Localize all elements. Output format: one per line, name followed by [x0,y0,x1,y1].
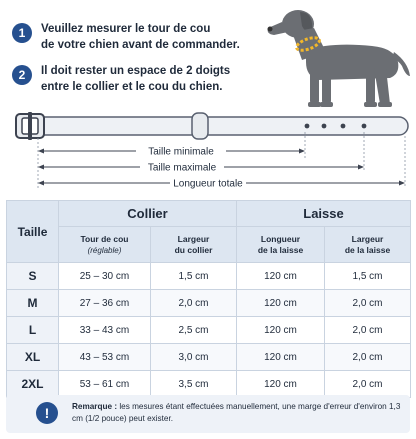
largeur-laisse-cell: 2,0 cm [325,317,411,344]
step-number-1: 1 [12,23,32,43]
tour-cell: 53 – 61 cm [59,371,151,398]
table-row [7,371,411,398]
size-cell: XL [7,344,59,371]
note-box [6,395,410,433]
largeur-collier-cell: 1,5 cm [151,263,237,290]
laisse-header: Laisse [237,201,411,227]
taille-header: Taille [7,201,59,263]
tour-cell: 33 – 43 cm [59,317,151,344]
instruction-1-line-1: Veuillez mesurer le tour de cou [41,23,211,35]
tour-de-cou-header [59,227,151,263]
longueur-laisse-cell: 120 cm [237,263,325,290]
size-cell: M [7,290,59,317]
step-number-2: 2 [12,65,32,85]
size-cell: 2XL [7,371,59,398]
longueur-laisse-cell: 120 cm [237,317,325,344]
tour-cell: 43 – 53 cm [59,344,151,371]
dog-illustration [262,2,414,110]
table-row [7,344,411,371]
longueur-laisse-cell: 120 cm [237,290,325,317]
table-row [7,317,411,344]
tour-de-cou-note: (réglable) [87,245,122,255]
largeur-collier-cell: 3,5 cm [151,371,237,398]
min-size-label: Taille minimale [148,146,214,158]
largeur-laisse-label-1: Largeur [351,233,384,244]
note-label: Remarque : [72,402,118,411]
largeur-collier-cell: 2,0 cm [151,290,237,317]
collar-hole [305,124,310,129]
size-table [6,200,411,398]
collar-hole [322,124,327,129]
largeur-collier-cell: 3,0 cm [151,344,237,371]
largeur-laisse-header [325,227,411,263]
largeur-collier-header [151,227,237,263]
instruction-2 [12,63,230,95]
instruction-1 [12,21,240,53]
longueur-laisse-label-2: de la laisse [257,244,304,255]
instruction-2-text [41,63,230,95]
table-row [7,263,411,290]
size-cell: L [7,317,59,344]
longueur-laisse-cell: 120 cm [237,371,325,398]
largeur-collier-label-2: du collier [174,244,213,255]
largeur-collier-cell: 2,5 cm [151,317,237,344]
collier-header: Collier [59,201,237,227]
largeur-laisse-cell: 2,0 cm [325,290,411,317]
table-row [7,290,411,317]
max-size-label: Taille maximale [147,162,217,174]
tour-de-cou-label: Tour de cou [80,233,129,244]
instruction-1-line-2: de votre chien avant de commander. [41,39,240,51]
tour-cell: 27 – 36 cm [59,290,151,317]
note-text [72,401,408,425]
largeur-laisse-cell: 2,0 cm [325,371,411,398]
collar-keeper [192,113,208,139]
instruction-1-text [41,21,240,53]
total-length-label: Longueur totale [173,178,243,190]
size-cell: S [7,263,59,290]
longueur-laisse-cell: 120 cm [237,344,325,371]
longueur-laisse-label-1: Longueur [260,233,301,244]
instruction-2-line-2: entre le collier et le cou du chien. [41,81,223,93]
largeur-collier-label-1: Largeur [177,233,210,244]
largeur-laisse-cell: 2,0 cm [325,344,411,371]
exclamation-icon: ! [36,402,58,424]
collar-hole [362,124,367,129]
collar-strap [30,117,408,135]
longueur-laisse-header [237,227,325,263]
largeur-laisse-cell: 1,5 cm [325,263,411,290]
largeur-laisse-label-2: de la laisse [344,244,391,255]
collar-hole [341,124,346,129]
tour-cell: 25 – 30 cm [59,263,151,290]
collar-diagram [0,106,416,196]
note-body: les mesures étant effectuées manuellement, une marge d'erreur d'environ 1,3 cm (1/2 pouce) peut exister. [72,402,401,423]
instruction-2-line-1: Il doit rester un espace de 2 doigts [41,65,231,77]
